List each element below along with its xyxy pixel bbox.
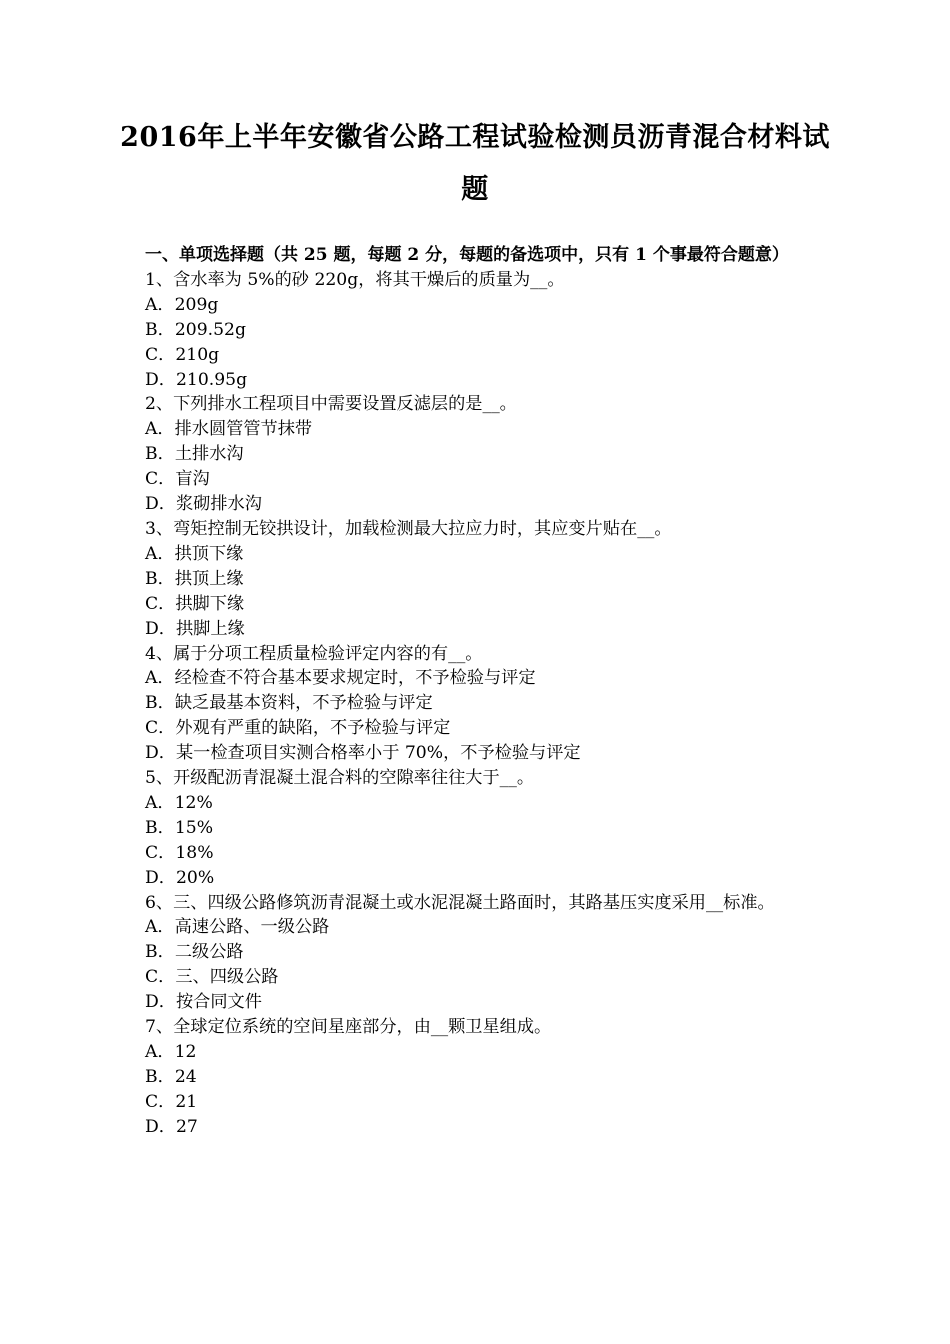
question-stem: 7、全球定位系统的空间星座部分，由__颗卫星组成。 (145, 1017, 552, 1038)
option-c: C．18% (145, 842, 214, 863)
option-a: A．排水圆管管节抹带 (145, 419, 313, 440)
option-b: B．二级公路 (145, 942, 244, 963)
option-c: C．三、四级公路 (145, 967, 279, 988)
question-stem: 2、下列排水工程项目中需要设置反滤层的是__。 (145, 394, 517, 415)
option-d: D．按合同文件 (145, 992, 262, 1013)
option-b: B．缺乏最基本资料，不予检验与评定 (145, 693, 433, 714)
question-stem: 6、三、四级公路修筑沥青混凝土或水泥混凝土路面时，其路基压实度采用__标准。 (145, 892, 775, 913)
question-6 (145, 891, 813, 1016)
option-b: B．拱顶上缘 (145, 568, 244, 589)
question-stem: 3、弯矩控制无铰拱设计，加载检测最大拉应力时，其应变片贴在__。 (145, 518, 672, 539)
option-b: B．土排水沟 (145, 444, 244, 465)
option-d: D．20% (145, 867, 215, 888)
document-content (145, 243, 813, 1140)
option-a: A．209g (145, 294, 219, 315)
option-b: B．24 (145, 1066, 197, 1087)
question-5 (145, 766, 813, 891)
question-3 (145, 517, 813, 642)
question-stem: 5、开级配沥青混凝土混合料的空隙率往往大于__。 (145, 768, 535, 789)
option-c: C．盲沟 (145, 469, 210, 490)
option-d: D．27 (145, 1116, 198, 1137)
option-c: C．拱脚下缘 (145, 593, 245, 614)
option-d: D．浆砌排水沟 (145, 494, 262, 515)
option-a: A．经检查不符合基本要求规定时，不予检验与评定 (145, 668, 536, 689)
option-c: C．外观有严重的缺陷，不予检验与评定 (145, 718, 451, 739)
document-title: 2016年上半年安徽省公路工程试验检测员沥青混合材料试题 (120, 122, 830, 205)
question-7 (145, 1015, 813, 1140)
question-1 (145, 268, 813, 393)
section-heading: 一、单项选择题（共 25 题，每题 2 分，每题的备选项中，只有 1 个事最符合题意） (145, 245, 789, 265)
option-a: A．12% (145, 792, 213, 813)
question-4 (145, 642, 813, 767)
option-a: A．12 (145, 1042, 197, 1062)
option-a: A．高速公路、一级公路 (145, 917, 330, 938)
option-c: C．21 (145, 1091, 198, 1112)
option-d: D．某一检查项目实测合格率小于 70%，不予检验与评定 (145, 743, 581, 764)
question-stem: 1、含水率为 5%的砂 220g，将其干燥后的质量为__。 (145, 269, 565, 290)
option-d: D．210.95g (145, 369, 248, 390)
question-stem: 4、属于分项工程质量检验评定内容的有__。 (145, 643, 483, 664)
option-b: B．209.52g (145, 319, 246, 340)
question-2 (145, 392, 813, 517)
option-a: A．拱顶下缘 (145, 543, 244, 564)
option-b: B．15% (145, 817, 214, 838)
option-d: D．拱脚上缘 (145, 618, 245, 639)
option-c: C．210g (145, 344, 220, 365)
